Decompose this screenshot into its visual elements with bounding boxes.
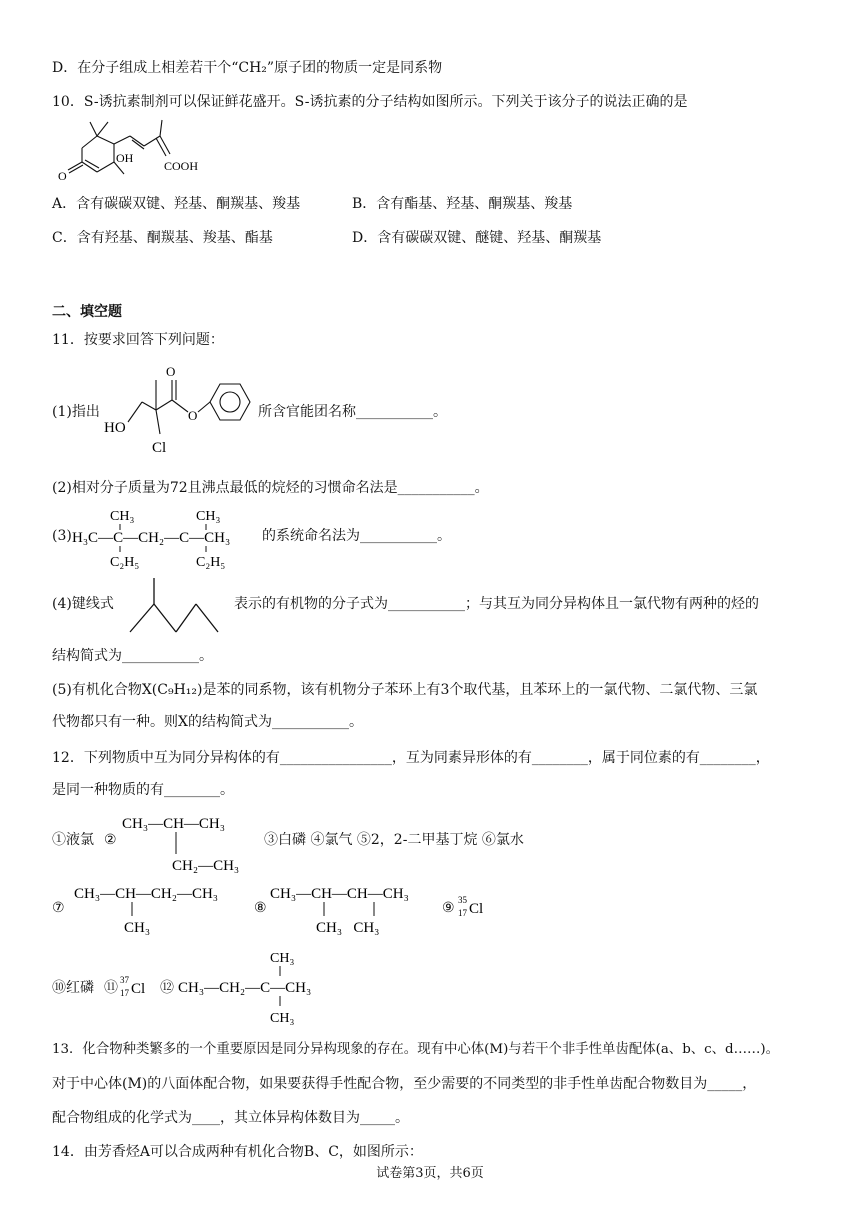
q11-part3-up2: CH₃: [196, 509, 221, 524]
q13-line2: 对于中心体(M)的八面体配合物，如果要获得手性配合物，至少需要的不同类型的非手性单齿配合物数目为_____，: [52, 1076, 757, 1092]
s-abscisic-acid-structure: [52, 114, 212, 186]
q12-item12-up: CH₃: [270, 951, 295, 966]
q12-item11-symbol: Cl: [131, 981, 146, 997]
q13-line1: 13．化合物种类繁多的一个重要原因是同分异构现象的存在。现有中心体(M)与若干个非手性单齿配体(a、b、c、d……)。: [52, 1042, 780, 1057]
q12-item10: ⑩红磷: [52, 980, 94, 996]
q12-item11-isotope: [120, 972, 160, 1002]
q11-part3-down1: C₂H₅: [110, 555, 140, 570]
q11-skeletal-formula: [124, 574, 224, 636]
q12-stem: 12．下列物质中互为同分异构体的有________________，互为同素异形体的有________，属于同位素的有________，: [52, 750, 770, 766]
q11-part5-cont: 代物都只有一种。则X的结构简式为___________。: [52, 714, 363, 730]
q11-cl-label: Cl: [152, 440, 167, 456]
q12-item11-num: ⑪: [104, 980, 118, 996]
q12-item12-num: ⑫: [160, 980, 174, 996]
q12-item2-structure: [120, 806, 260, 878]
q10-oh-label: OH: [116, 151, 134, 165]
q12-item7-sub: CH₃: [124, 920, 151, 936]
q12-item8-sub: CH₃ CH₃: [316, 920, 380, 936]
q12-items-3-6: ③白磷 ④氯气 ⑤2，2-二甲基丁烷 ⑥氯水: [264, 832, 524, 848]
q12-stem-cont: 是同一种物质的有________。: [52, 782, 234, 798]
q11-part1-prefix: (1)指出: [52, 404, 100, 420]
q11-part5: (5)有机化合物X(C₉H₁₂)是苯的同系物，该有机物分子苯环上有3个取代基，且苯环上的一氯代物、二氯代物、三氯: [52, 682, 758, 698]
q12-item11-mass: 37: [120, 975, 129, 985]
q13-line3: 配合物组成的化学式为____，其立体异构体数目为_____。: [52, 1110, 409, 1126]
q12-item7-num: ⑦: [52, 900, 65, 916]
q12-item12-main: CH₃—CH₂—C—CH₃: [178, 980, 312, 996]
q12-item8-structure: [268, 876, 438, 940]
q11-part1-suffix: 所含官能团名称___________。: [258, 404, 447, 420]
q12-item7-structure: [72, 876, 252, 940]
q11-part3-prefix: (3): [52, 528, 72, 544]
q12-item1: ①液氯: [52, 832, 94, 848]
q12-item9-z: 17: [458, 908, 467, 918]
q11-part3-suffix: 的系统命名法为___________。: [262, 528, 451, 544]
q10-option-d: D．含有碳碳双键、醚键、羟基、酮羰基: [352, 230, 602, 246]
q12-item8-main: CH₃—CH—CH—CH₃: [270, 886, 409, 902]
q12-item2-num: ②: [104, 832, 117, 848]
q11-carbonyl-o: O: [166, 364, 176, 379]
q11-part3-down2: C₂H₅: [196, 555, 226, 570]
q11-part4-cont: 结构简式为___________。: [52, 648, 213, 664]
q9-option-d: D．在分子组成上相差若干个“CH₂”原子团的物质一定是同系物: [52, 60, 443, 76]
q12-item8-num: ⑧: [254, 900, 267, 916]
q10-option-c: C．含有羟基、酮羰基、羧基、酯基: [52, 230, 273, 246]
q11-part3-up1: CH₃: [110, 509, 135, 524]
q11-part3-main-chain: H₃C—C—CH₂—C—CH₃: [72, 530, 231, 546]
q11-part2: (2)相对分子质量为72且沸点最低的烷烃的习惯命名法是___________。: [52, 480, 489, 496]
q11-part4-prefix: (4)键线式: [52, 596, 114, 612]
q12-item9-symbol: Cl: [469, 901, 484, 917]
q12-item11-z: 17: [120, 988, 129, 998]
q12-item9-num: ⑨: [442, 900, 455, 916]
q10-cooh-label: COOH: [164, 159, 199, 173]
q12-item2-main: CH₃—CH—CH₃: [122, 816, 225, 832]
q11-ho-label: HO: [104, 420, 126, 436]
q12-item12-structure: [176, 944, 336, 1028]
q12-item7-main: CH₃—CH—CH₂—CH₃: [74, 886, 219, 902]
section-heading: 二、填空题: [52, 304, 122, 320]
page-footer: 试卷第3页，共6页: [376, 1166, 484, 1181]
q11-part4-suffix: 表示的有机物的分子式为___________；与其互为同分异构体且一氯代物有两种的烃的: [234, 596, 759, 612]
q11-ester-o: O: [188, 408, 198, 423]
q12-item9-isotope: [458, 892, 498, 922]
q12-item2-sub: CH₂—CH₃: [172, 858, 240, 874]
q10-stem: 10．S-诱抗素制剂可以保证鲜花盛开。S-诱抗素的分子结构如图所示。下列关于该分子的说法正确的是: [52, 94, 688, 110]
q11-part1-structure: [98, 360, 254, 456]
q10-o-label: O: [58, 169, 67, 183]
q10-option-a: A．含有碳碳双键、羟基、酮羰基、羧基: [52, 196, 301, 212]
q14-stem: 14．由芳香烃A可以合成两种有机化合物B、C，如图所示：: [52, 1144, 423, 1160]
q12-item12-down: CH₃: [270, 1011, 295, 1026]
q12-item9-mass: 35: [458, 895, 467, 905]
q11-stem: 11．按要求回答下列问题：: [52, 332, 224, 348]
q11-part3-structure: [72, 500, 262, 570]
q10-option-b: B．含有酯基、羟基、酮羰基、羧基: [352, 196, 573, 212]
